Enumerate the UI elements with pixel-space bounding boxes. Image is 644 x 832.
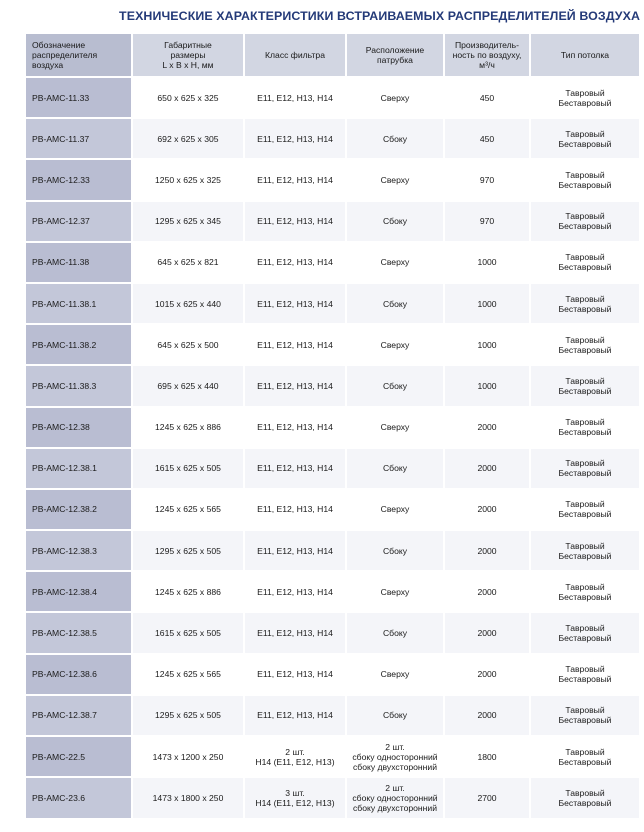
cell-outlet-position: [346, 159, 444, 200]
cell-airflow: 2000: [444, 530, 530, 571]
header-text-line: Расположение: [365, 45, 425, 55]
cell-text-line: E11, E12, H13, H14: [257, 710, 333, 721]
cell-airflow: 450: [444, 77, 530, 118]
cell-text-line: E11, E12, H13, H14: [257, 586, 333, 597]
cell-dimensions: 692 х 625 х 305: [132, 118, 244, 159]
cell-text-line: Сбоку: [382, 133, 408, 144]
cell-designation: РВ-АМС-22.5: [26, 736, 132, 777]
cell-designation: РВ-АМС-11.33: [26, 77, 132, 118]
cell-text-line: Беставровый: [558, 674, 612, 685]
cell-ceiling-type: [530, 448, 640, 489]
cell-outlet-position: [346, 407, 444, 448]
cell-text-line: Сбоку: [382, 463, 408, 474]
cell-text-line: 2 шт.: [385, 741, 405, 752]
header-text-line: воздуха: [32, 60, 64, 70]
cell-filter-class: [244, 654, 346, 695]
cell-filter-class: [244, 489, 346, 530]
cell-ceiling-type: [530, 365, 640, 406]
cell-text-line: Беставровый: [558, 591, 612, 602]
cell-text-line: E11, E12, H13, H14: [257, 422, 333, 433]
table-row: [26, 201, 640, 242]
cell-text-line: Сверху: [380, 669, 410, 680]
header-text-line: Тип потолка: [560, 50, 610, 60]
table-row: [26, 571, 640, 612]
cell-filter-class: [244, 736, 346, 777]
cell-outlet-position: [346, 695, 444, 736]
cell-airflow: 2000: [444, 407, 530, 448]
table-row: [26, 407, 640, 448]
cell-text-line: Тавровый: [565, 252, 605, 263]
cell-filter-class: [244, 283, 346, 324]
cell-ceiling-type: [530, 118, 640, 159]
header-text-line: L х B х H, мм: [162, 60, 214, 70]
cell-outlet-position: [346, 324, 444, 365]
cell-airflow: 2700: [444, 777, 530, 818]
cell-text-line: Тавровый: [565, 417, 605, 428]
header-text-line: Производитель-: [454, 40, 520, 50]
cell-text-line: H14 (E11, E12, H13): [255, 798, 335, 809]
cell-text-line: Сбоку: [382, 710, 408, 721]
cell-text-line: 2 шт.: [385, 783, 405, 794]
cell-text-line: Беставровый: [558, 344, 612, 355]
cell-outlet-position: [346, 242, 444, 283]
cell-text-line: E11, E12, H13, H14: [257, 257, 333, 268]
cell-filter-class: [244, 77, 346, 118]
cell-outlet-position: [346, 571, 444, 612]
cell-dimensions: 1295 х 625 х 505: [132, 530, 244, 571]
cell-text-line: Беставровый: [558, 756, 612, 767]
header-text-line: Габаритные: [164, 40, 212, 50]
table-row: [26, 242, 640, 283]
header-dimensions: [132, 34, 244, 77]
cell-outlet-position: [346, 612, 444, 653]
cell-airflow: 450: [444, 118, 530, 159]
table-row: [26, 695, 640, 736]
cell-text-line: E11, E12, H13, H14: [257, 545, 333, 556]
cell-ceiling-type: [530, 530, 640, 571]
spec-table: [26, 34, 641, 818]
cell-text-line: Тавровый: [565, 788, 605, 799]
cell-text-line: Беставровый: [558, 427, 612, 438]
cell-text-line: E11, E12, H13, H14: [257, 133, 333, 144]
table-row: [26, 736, 640, 777]
cell-text-line: Тавровый: [565, 499, 605, 510]
cell-text-line: Беставровый: [558, 303, 612, 314]
cell-airflow: 1000: [444, 324, 530, 365]
cell-dimensions: 1245 х 625 х 886: [132, 571, 244, 612]
cell-dimensions: 1015 х 625 х 440: [132, 283, 244, 324]
header-text-line: размеры: [170, 50, 206, 60]
cell-text-line: Беставровый: [558, 385, 612, 396]
cell-text-line: Тавровый: [565, 169, 605, 180]
cell-airflow: 2000: [444, 612, 530, 653]
cell-dimensions: 695 х 625 х 440: [132, 365, 244, 406]
cell-filter-class: [244, 159, 346, 200]
cell-airflow: 1000: [444, 283, 530, 324]
cell-dimensions: 1295 х 625 х 505: [132, 695, 244, 736]
cell-dimensions: 1245 х 625 х 886: [132, 407, 244, 448]
cell-text-line: E11, E12, H13, H14: [257, 216, 333, 227]
table-row: [26, 777, 640, 818]
cell-text-line: 3 шт.: [285, 788, 305, 799]
cell-text-line: Беставровый: [558, 509, 612, 520]
cell-text-line: Беставровый: [558, 138, 612, 149]
table-row: [26, 448, 640, 489]
cell-designation: РВ-АМС-23.6: [26, 777, 132, 818]
cell-text-line: Сбоку: [382, 216, 408, 227]
cell-airflow: 2000: [444, 654, 530, 695]
cell-outlet-position: [346, 283, 444, 324]
cell-text-line: Беставровый: [558, 468, 612, 479]
cell-text-line: Сверху: [380, 422, 410, 433]
cell-text-line: Сбоку: [382, 298, 408, 309]
cell-designation: РВ-АМС-12.38.2: [26, 489, 132, 530]
cell-text-line: сбоку двухсторонний: [353, 803, 437, 814]
cell-text-line: Беставровый: [558, 262, 612, 273]
page-title: ТЕХНИЧЕСКИЕ ХАРАКТЕРИСТИКИ ВСТРАИВАЕМЫХ РАСПРЕДЕЛИТЕЛЕЙ ВОЗДУХА: [119, 9, 640, 23]
cell-text-line: E11, E12, H13, H14: [257, 298, 333, 309]
cell-text-line: Сверху: [380, 586, 410, 597]
cell-outlet-position: [346, 77, 444, 118]
cell-text-line: Беставровый: [558, 798, 612, 809]
cell-text-line: Тавровый: [565, 128, 605, 139]
cell-dimensions: 1245 х 625 х 565: [132, 489, 244, 530]
cell-filter-class: [244, 777, 346, 818]
cell-text-line: Тавровый: [565, 664, 605, 675]
cell-dimensions: 1250 х 625 х 325: [132, 159, 244, 200]
cell-outlet-position: [346, 201, 444, 242]
cell-filter-class: [244, 242, 346, 283]
cell-text-line: Беставровый: [558, 633, 612, 644]
cell-dimensions: 1245 х 625 х 565: [132, 654, 244, 695]
cell-ceiling-type: [530, 242, 640, 283]
cell-text-line: Беставровый: [558, 715, 612, 726]
cell-airflow: 2000: [444, 448, 530, 489]
cell-outlet-position: [346, 118, 444, 159]
cell-text-line: Тавровый: [565, 375, 605, 386]
table-header-row: [26, 34, 640, 77]
cell-outlet-position: [346, 489, 444, 530]
cell-text-line: E11, E12, H13, H14: [257, 174, 333, 185]
cell-outlet-position: [346, 777, 444, 818]
cell-outlet-position: [346, 448, 444, 489]
cell-text-line: Сверху: [380, 257, 410, 268]
cell-airflow: 970: [444, 159, 530, 200]
table-row: [26, 283, 640, 324]
cell-filter-class: [244, 571, 346, 612]
cell-dimensions: 1473 х 1200 х 250: [132, 736, 244, 777]
cell-designation: РВ-АМС-12.33: [26, 159, 132, 200]
cell-text-line: Сверху: [380, 92, 410, 103]
cell-ceiling-type: [530, 159, 640, 200]
cell-text-line: 2 шт.: [285, 746, 305, 757]
cell-airflow: 970: [444, 201, 530, 242]
header-text-line: Класс фильтра: [265, 50, 325, 60]
cell-designation: РВ-АМС-11.37: [26, 118, 132, 159]
cell-ceiling-type: [530, 324, 640, 365]
table-body: [26, 77, 640, 818]
cell-designation: РВ-АМС-12.38.3: [26, 530, 132, 571]
table-row: [26, 654, 640, 695]
cell-outlet-position: [346, 530, 444, 571]
header-ceiling-type: [530, 34, 640, 77]
header-text-line: м³/ч: [479, 60, 495, 70]
cell-text-line: Сбоку: [382, 628, 408, 639]
cell-ceiling-type: [530, 777, 640, 818]
cell-text-line: E11, E12, H13, H14: [257, 380, 333, 391]
cell-airflow: 1000: [444, 365, 530, 406]
cell-text-line: Беставровый: [558, 97, 612, 108]
cell-text-line: E11, E12, H13, H14: [257, 504, 333, 515]
header-text-line: распределителя: [32, 50, 98, 60]
cell-text-line: E11, E12, H13, H14: [257, 339, 333, 350]
cell-text-line: E11, E12, H13, H14: [257, 669, 333, 680]
cell-filter-class: [244, 324, 346, 365]
cell-text-line: Тавровый: [565, 211, 605, 222]
cell-text-line: Тавровый: [565, 581, 605, 592]
cell-filter-class: [244, 530, 346, 571]
cell-text-line: Сверху: [380, 174, 410, 185]
cell-filter-class: [244, 612, 346, 653]
cell-dimensions: 645 х 625 х 500: [132, 324, 244, 365]
cell-designation: РВ-АМС-12.38.1: [26, 448, 132, 489]
cell-text-line: Сверху: [380, 339, 410, 350]
cell-outlet-position: [346, 365, 444, 406]
table-row: [26, 489, 640, 530]
cell-text-line: сбоку односторонний: [352, 793, 438, 804]
header-text-line: Обозначение: [32, 40, 86, 50]
cell-dimensions: 645 х 625 х 821: [132, 242, 244, 283]
cell-ceiling-type: [530, 612, 640, 653]
cell-airflow: 1800: [444, 736, 530, 777]
table-row: [26, 612, 640, 653]
header-airflow: [444, 34, 530, 77]
cell-text-line: Тавровый: [565, 334, 605, 345]
table-row: [26, 159, 640, 200]
cell-text-line: E11, E12, H13, H14: [257, 92, 333, 103]
cell-designation: РВ-АМС-12.38.5: [26, 612, 132, 653]
cell-text-line: Тавровый: [565, 705, 605, 716]
cell-dimensions: 650 х 625 х 325: [132, 77, 244, 118]
header-text-line: ность по воздуху,: [452, 50, 522, 60]
cell-text-line: E11, E12, H13, H14: [257, 628, 333, 639]
cell-text-line: Сбоку: [382, 380, 408, 391]
cell-airflow: 1000: [444, 242, 530, 283]
cell-outlet-position: [346, 736, 444, 777]
table-row: [26, 530, 640, 571]
table-row: [26, 118, 640, 159]
cell-text-line: E11, E12, H13, H14: [257, 463, 333, 474]
cell-designation: РВ-АМС-12.38.4: [26, 571, 132, 612]
cell-filter-class: [244, 695, 346, 736]
cell-text-line: Тавровый: [565, 293, 605, 304]
cell-text-line: Тавровый: [565, 623, 605, 634]
cell-text-line: Сверху: [380, 504, 410, 515]
cell-filter-class: [244, 365, 346, 406]
cell-text-line: Тавровый: [565, 458, 605, 469]
cell-dimensions: 1295 х 625 х 345: [132, 201, 244, 242]
cell-outlet-position: [346, 654, 444, 695]
cell-text-line: Тавровый: [565, 540, 605, 551]
cell-designation: РВ-АМС-12.38: [26, 407, 132, 448]
cell-text-line: H14 (E11, E12, H13): [255, 756, 335, 767]
cell-airflow: 2000: [444, 571, 530, 612]
cell-designation: РВ-АМС-11.38.2: [26, 324, 132, 365]
cell-filter-class: [244, 407, 346, 448]
cell-dimensions: 1615 х 625 х 505: [132, 448, 244, 489]
cell-airflow: 2000: [444, 489, 530, 530]
cell-dimensions: 1473 х 1800 х 250: [132, 777, 244, 818]
cell-text-line: Беставровый: [558, 550, 612, 561]
cell-ceiling-type: [530, 283, 640, 324]
cell-filter-class: [244, 448, 346, 489]
header-text-line: патрубка: [377, 55, 413, 65]
cell-designation: РВ-АМС-12.38.7: [26, 695, 132, 736]
cell-text-line: сбоку двухсторонний: [353, 761, 437, 772]
cell-text-line: Беставровый: [558, 179, 612, 190]
cell-ceiling-type: [530, 571, 640, 612]
cell-designation: РВ-АМС-11.38.1: [26, 283, 132, 324]
table-row: [26, 77, 640, 118]
cell-text-line: Тавровый: [565, 746, 605, 757]
cell-designation: РВ-АМС-11.38: [26, 242, 132, 283]
cell-designation: РВ-АМС-12.38.6: [26, 654, 132, 695]
header-filter-class: [244, 34, 346, 77]
header-designation: [26, 34, 132, 77]
table-row: [26, 324, 640, 365]
cell-ceiling-type: [530, 201, 640, 242]
cell-ceiling-type: [530, 77, 640, 118]
cell-designation: РВ-АМС-11.38.3: [26, 365, 132, 406]
cell-filter-class: [244, 118, 346, 159]
cell-ceiling-type: [530, 654, 640, 695]
cell-dimensions: 1615 х 625 х 505: [132, 612, 244, 653]
cell-ceiling-type: [530, 407, 640, 448]
cell-text-line: сбоку односторонний: [352, 751, 438, 762]
cell-text-line: Беставровый: [558, 221, 612, 232]
cell-ceiling-type: [530, 489, 640, 530]
cell-text-line: Сбоку: [382, 545, 408, 556]
cell-ceiling-type: [530, 736, 640, 777]
table-row: [26, 365, 640, 406]
cell-ceiling-type: [530, 695, 640, 736]
cell-airflow: 2000: [444, 695, 530, 736]
header-outlet-position: [346, 34, 444, 77]
cell-designation: РВ-АМС-12.37: [26, 201, 132, 242]
cell-filter-class: [244, 201, 346, 242]
cell-text-line: Тавровый: [565, 87, 605, 98]
